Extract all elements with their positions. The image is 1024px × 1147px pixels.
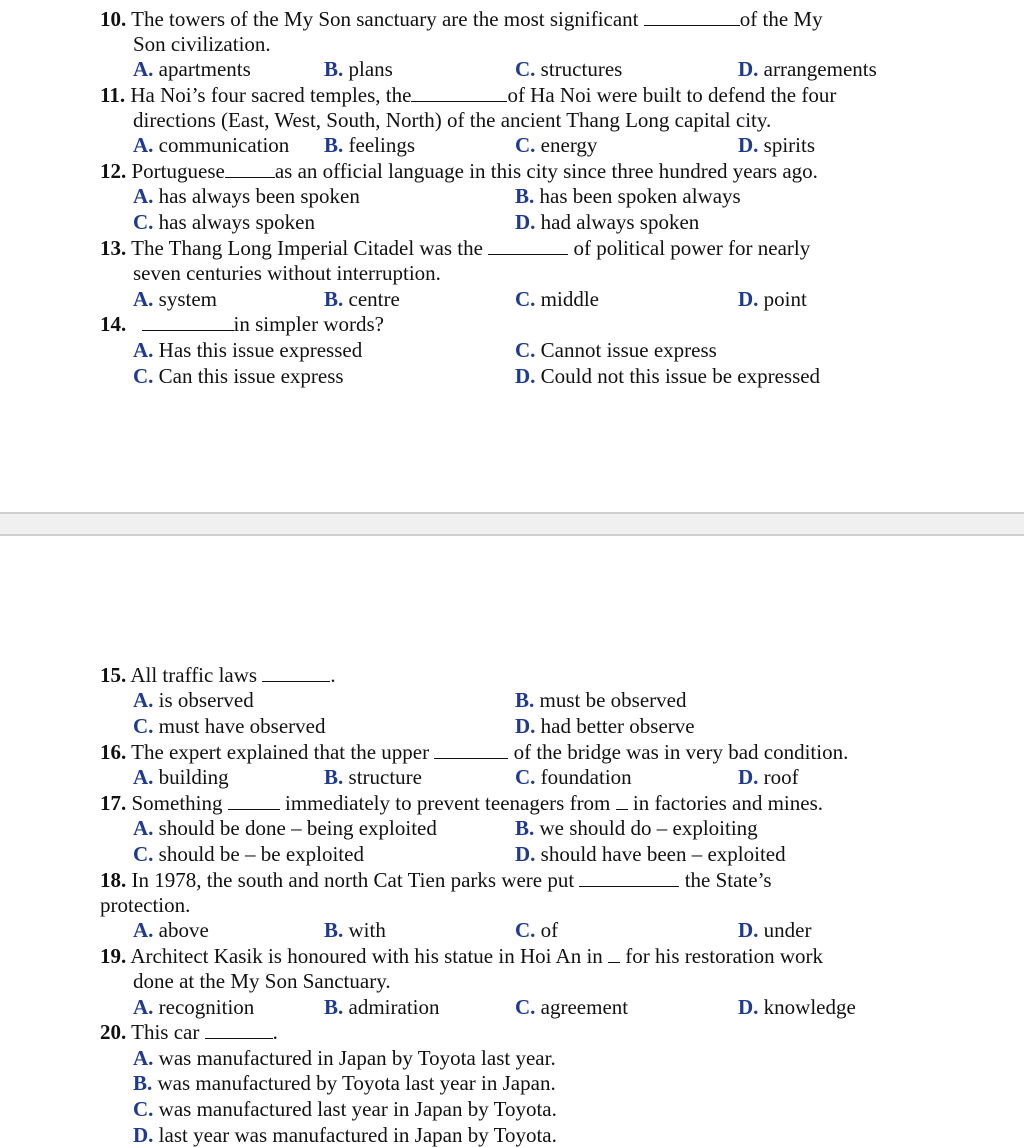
answer-blank [579, 868, 679, 887]
question-10-continuation: Son civilization. [133, 32, 271, 56]
question-20-option-b: B. was manufactured by Toyota last year in Japan. [133, 1071, 556, 1095]
question-15-stem: 15. All traffic laws . [100, 663, 336, 687]
question-19-stem: 19. Architect Kasik is honoured with his statue in Hoi An in for his restoration work [100, 944, 824, 968]
question-18-option-d: D. under [738, 918, 812, 942]
question-14-option-b: C. Cannot issue express [515, 338, 717, 362]
question-10-option-a: A. apartments [133, 57, 251, 81]
question-11-option-b: B. feelings [324, 133, 415, 157]
question-13-option-c: C. middle [515, 287, 599, 311]
question-17-option-c: C. should be – be exploited [133, 842, 364, 866]
question-12-option-b: B. has been spoken always [515, 184, 741, 208]
question-10-option-b: B. plans [324, 57, 393, 81]
question-17-option-a: A. should be done – being exploited [133, 816, 437, 840]
question-16-stem: 16. The expert explained that the upper of the bridge was in very bad condition. [100, 740, 849, 764]
question-19-option-b: B. admiration [324, 995, 440, 1019]
question-11-continuation: directions (East, West, South, North) of the ancient Thang Long capital city. [133, 108, 772, 132]
question-20-stem: 20. This car . [100, 1020, 278, 1044]
answer-blank [488, 236, 568, 255]
question-14-option-c: C. Can this issue express [133, 364, 344, 388]
question-12-option-a: A. has always been spoken [133, 184, 360, 208]
question-13-continuation: seven centuries without interruption. [133, 261, 441, 285]
answer-blank [205, 1020, 273, 1039]
question-16-option-b: B. structure [324, 765, 422, 789]
document-page-top [0, 0, 1024, 512]
answer-blank [616, 791, 628, 810]
question-16-option-c: C. foundation [515, 765, 632, 789]
answer-blank [644, 7, 740, 26]
question-17-option-b: B. we should do – exploiting [515, 816, 758, 840]
page-separator [0, 512, 1024, 536]
question-18-option-b: B. with [324, 918, 386, 942]
question-11-option-d: D. spirits [738, 133, 816, 157]
question-19-option-d: D. knowledge [738, 995, 856, 1019]
question-13-option-b: B. centre [324, 287, 400, 311]
answer-blank [262, 663, 330, 682]
answer-blank [225, 159, 275, 178]
question-16-option-d: D. roof [738, 765, 799, 789]
question-20-option-a: A. was manufactured in Japan by Toyota last year. [133, 1046, 556, 1070]
question-10-option-d: D. arrangements [738, 57, 877, 81]
question-15-option-c: C. must have observed [133, 714, 326, 738]
question-10-stem: 10. The towers of the My Son sanctuary are the most significant of the My [100, 7, 823, 31]
question-15-option-b: B. must be observed [515, 688, 687, 712]
question-11-option-c: C. energy [515, 133, 598, 157]
question-13-option-d: D. point [738, 287, 807, 311]
document-page-bottom [0, 536, 1024, 1147]
question-20-option-d: D. last year was manufactured in Japan by Toyota. [133, 1123, 557, 1147]
answer-blank [411, 83, 507, 102]
question-11-option-a: A. communication [133, 133, 290, 157]
question-17-stem: 17. Something immediately to prevent teenagers from in factories and mines. [100, 791, 824, 815]
answer-blank [608, 944, 620, 963]
question-12-stem: 12. Portuguese as an official language in this city since three hundred years ago. [100, 159, 818, 183]
answer-blank [142, 312, 234, 331]
question-17-option-d: D. should have been – exploited [515, 842, 786, 866]
question-15-option-a: A. is observed [133, 688, 254, 712]
question-14-option-d: D. Could not this issue be expressed [515, 364, 821, 388]
question-15-option-d: D. had better observe [515, 714, 695, 738]
question-19-option-c: C. agreement [515, 995, 629, 1019]
question-18-option-c: C. of [515, 918, 559, 942]
question-13-stem: 13. The Thang Long Imperial Citadel was the of political power for nearly [100, 236, 811, 260]
answer-blank [228, 791, 280, 810]
question-19-option-a: A. recognition [133, 995, 255, 1019]
question-19-continuation: done at the My Son Sanctuary. [133, 969, 391, 993]
question-14-stem: 14. in simpler words? [100, 312, 384, 336]
question-13-option-a: A. system [133, 287, 218, 311]
question-12-option-d: D. had always spoken [515, 210, 700, 234]
question-18-option-a: A. above [133, 918, 209, 942]
question-12-option-c: C. has always spoken [133, 210, 315, 234]
question-18-continuation: protection. [100, 893, 191, 917]
question-10-option-c: C. structures [515, 57, 623, 81]
question-18-stem: 18. In 1978, the south and north Cat Tien parks were put the State’s [100, 868, 772, 892]
question-16-option-a: A. building [133, 765, 229, 789]
question-11-stem: 11. Ha Noi’s four sacred temples, the of Ha Noi were built to defend the four [100, 83, 837, 107]
answer-blank [434, 740, 508, 759]
question-20-option-c: C. was manufactured last year in Japan by Toyota. [133, 1097, 557, 1121]
question-14-option-a: A. Has this issue expressed [133, 338, 363, 362]
